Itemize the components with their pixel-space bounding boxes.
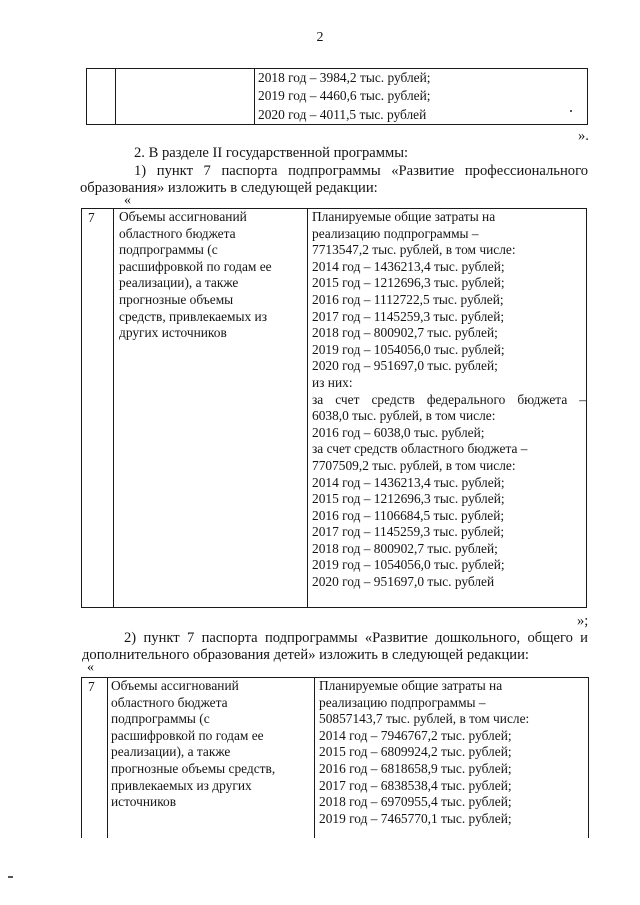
value-line: 2018 год – 6970955,4 тыс. рублей; [319,794,512,810]
description-line: подпрограммы (с [119,242,218,258]
value-line: 2016 год – 6818658,9 тыс. рублей; [319,760,512,776]
value-line: 2018 год – 3984,2 тыс. рублей; [258,70,431,85]
item2-intro-line1: 2) пункт 7 паспорта подпрограммы «Развитие дошкольного, общего и [124,630,588,646]
value-line: 2019 год – 1054056,0 тыс. рублей; [312,341,505,357]
value-line: 6038,0 тыс. рублей, в том числе: [312,408,496,424]
value-line: Планируемые общие затраты на [312,209,496,224]
description-line: прогнозные объемы [119,291,234,307]
description-line: подпрограммы (с [111,711,210,727]
description-line: средств, привлекаемых из [119,308,267,324]
item2-intro-line2: дополнительного образования детей» изложить в следующей редакции: [82,647,529,663]
row-number: 7 [88,679,95,694]
value-line: реализацию подпрограммы – [312,225,479,241]
description-line: областного бюджета [119,225,236,241]
page-number: 2 [316,30,324,45]
item1-close-quote: »; [577,613,589,629]
value-line: 2019 год – 4460,6 тыс. рублей; [258,88,431,104]
value-line: 2020 год – 951697,0 тыс. рублей; [312,358,498,374]
item1-description-cell [114,209,308,608]
description-line: реализации), а также [111,744,231,760]
value-line: 2014 год – 1436213,4 тыс. рублей; [312,258,505,274]
item2-number-cell [82,678,108,839]
item1-number-cell [82,209,114,608]
value-line: 2016 год – 6038,0 тыс. рублей; [312,424,485,440]
item1-table [81,208,587,608]
table-cell-description [116,69,255,125]
description-line: областного бюджета [111,694,228,710]
value-line: 2016 год – 1106684,5 тыс. рублей; [312,507,505,523]
value-line: 2017 год – 1145259,3 тыс. рублей; [312,524,505,540]
value-line: 7707509,2 тыс. рублей, в том числе: [312,457,516,473]
description-line: Объемы ассигнований [111,678,239,693]
value-line: 7713547,2 тыс. рублей, в том числе: [312,242,516,258]
scan-speck [570,110,572,112]
table-row [82,209,587,608]
value-line: 2019 год – 7465770,1 тыс. рублей; [319,810,512,826]
value-line: 2015 год – 6809924,2 тыс. рублей; [319,744,512,760]
description-line: источников [111,794,177,810]
value-line: 2016 год – 1112722,5 тыс. рублей; [312,291,504,307]
description-line: Объемы ассигнований [119,209,247,224]
value-line: 2017 год – 6838538,4 тыс. рублей; [319,777,512,793]
description-line: реализации), а также [119,275,239,291]
value-line: 2015 год – 1212696,3 тыс. рублей; [312,491,505,507]
scan-speck [8,876,13,878]
value-line: реализацию подпрограммы – [319,694,486,710]
value-line: 50857143,7 тыс. рублей, в том числе: [319,711,530,727]
value-line: 2018 год – 800902,7 тыс. рублей; [312,325,498,341]
value-line: 2017 год – 1145259,3 тыс. рублей; [312,308,505,324]
closing-quote: ». [578,128,589,144]
item2-description-cell [108,678,315,839]
value-line: 2020 год – 951697,0 тыс. рублей [312,574,495,590]
value-line: 2015 год – 1212696,3 тыс. рублей; [312,275,505,291]
value-line: 2020 год – 4011,5 тыс. рублей [258,106,427,122]
description-line: прогнозные объемы средств, [111,760,276,776]
top-continuation-table [86,68,588,125]
value-line: за счет средств федерального бюджета – [312,391,586,407]
value-line: из них: [312,374,353,390]
description-line: других источников [119,325,227,341]
section-heading: 2. В разделе II государственной программы: [134,145,409,161]
table-cell-values [255,69,588,125]
row-number: 7 [88,210,95,225]
item1-values-cell [308,209,587,608]
value-line: 2014 год – 7946767,2 тыс. рублей; [319,727,512,743]
description-line: расшифровкой по годам ее [111,727,264,743]
item1-open-quote: « [124,193,131,208]
table-row [82,678,589,839]
item2-open-quote: « [87,660,94,675]
item1-intro-line2: образования» изложить в следующей редакции: [80,180,378,196]
item1-intro-line1: 1) пункт 7 паспорта подпрограммы «Развитие профессионального [134,163,588,179]
value-line: 2014 год – 1436213,4 тыс. рублей; [312,474,505,490]
item2-values-cell [315,678,589,839]
value-line: Планируемые общие затраты на [319,678,503,693]
value-line: 2019 год – 1054056,0 тыс. рублей; [312,557,505,573]
description-line: привлекаемых из других [111,777,252,793]
table-row [87,69,588,125]
value-line: 2018 год – 800902,7 тыс. рублей; [312,540,498,556]
table-cell-number [87,69,116,125]
item2-table [81,677,589,838]
value-line: за счет средств областного бюджета – [312,441,528,457]
description-line: расшифровкой по годам ее [119,258,272,274]
